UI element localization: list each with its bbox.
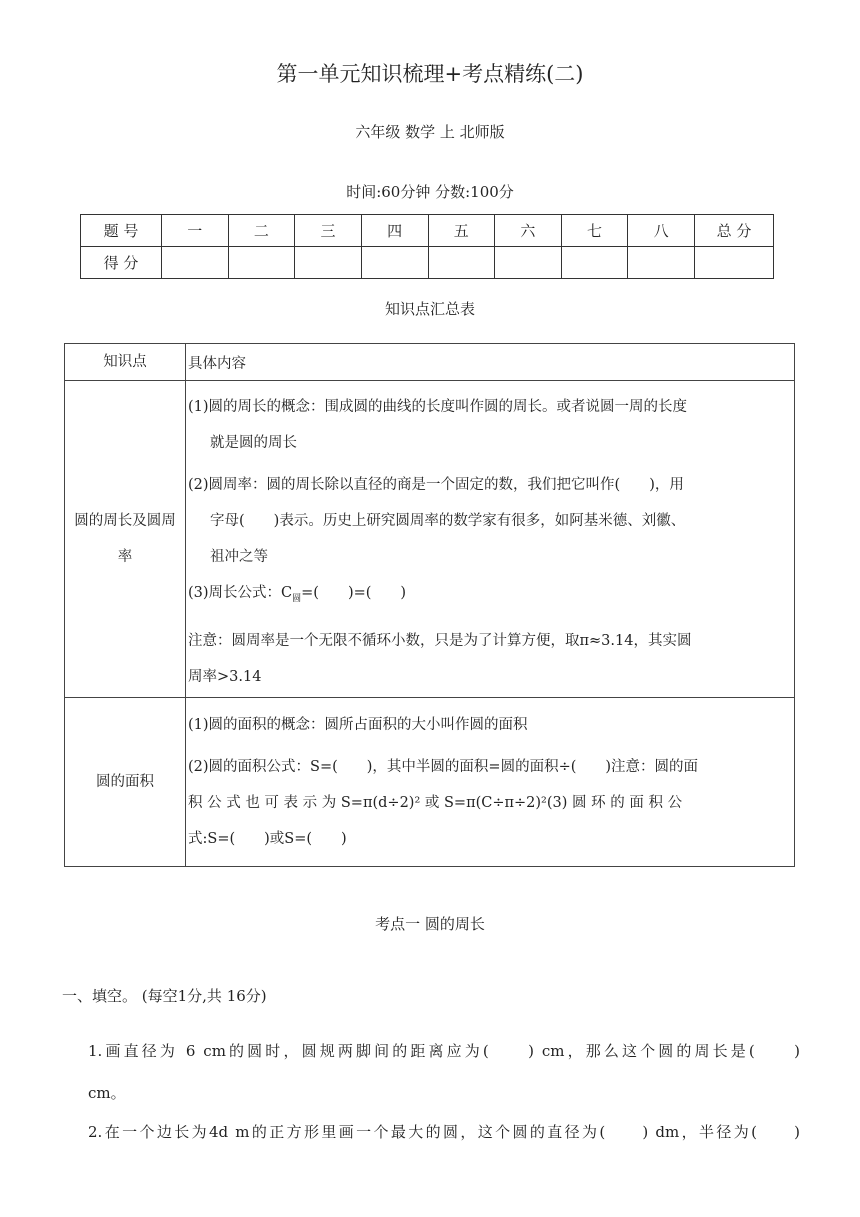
header-knowledge-point: 知识点 [65, 344, 186, 381]
part-title: 一、填空。 (每空1分,共 16分) [62, 987, 267, 1005]
question-1-line1: 1.画直径为 6 cm的圆时，圆规两脚间的距离应为( ) cm，那么这个圆的周长是( ) [88, 1042, 800, 1060]
score-cell[interactable] [628, 247, 695, 279]
summary-table-title: 知识点汇总表 [384, 300, 475, 318]
knowledge-row-area [65, 698, 795, 867]
knowledge-table-header [65, 344, 795, 381]
score-col-total: 总 分 [695, 215, 774, 247]
score-cell[interactable] [561, 247, 628, 279]
score-col-3: 三 [295, 215, 362, 247]
page-subtitle: 六年级 数学 上 北师版 [355, 123, 505, 141]
content-area [186, 698, 795, 867]
knowledge-table [64, 343, 795, 867]
area-concept: (1)圆的面积的概念：圆所占面积的大小叫作圆的面积 [188, 717, 528, 733]
pi-definition-line3: 祖冲之等 [210, 549, 268, 566]
question-1-line2: cm。 [88, 1084, 126, 1102]
score-col-2: 二 [228, 215, 295, 247]
score-col-4: 四 [361, 215, 428, 247]
area-formula-line2: 积 公 式 也 可 表 示 为 S=π(d÷2)² 或 S=π(C÷π÷2)²(3) 圆 环 的 面 积 公 [188, 795, 683, 811]
score-cell[interactable] [495, 247, 562, 279]
score-cell[interactable] [295, 247, 362, 279]
area-formula-line1: (2)圆的面积公式：S=( )，其中半圆的面积=圆的面积÷( )注意：圆的面 [188, 759, 699, 775]
score-table-score-row [81, 247, 774, 279]
score-cell[interactable] [162, 247, 229, 279]
page-title: 第一单元知识梳理+考点精练(二) [276, 62, 584, 86]
pi-definition-line1: (2)圆周率：圆的周长除以直径的商是一个固定的数，我们把它叫作( )，用 [188, 477, 684, 494]
pi-note-line2: 周率>3.14 [188, 668, 262, 685]
pi-note-line1: 注意：圆周率是一个无限不循环小数，只是为了计算方便，取π≈3.14，其实圆 [188, 632, 692, 649]
circumference-formula: (3)周长公式：$C_圆=$( )=( ) [188, 585, 407, 604]
score-col-6: 六 [495, 215, 562, 247]
pi-definition-line2: 字母( )表示。历史上研究圆周率的数学家有很多，如阿基米德、刘徽、 [210, 513, 686, 530]
section-title: 考点一 圆的周长 [375, 915, 485, 933]
time-score-line: 时间:60分钟 分数:100分 [346, 183, 514, 201]
topic-circumference: 圆的周长及圆周率 [65, 381, 186, 698]
content-circumference [186, 381, 795, 698]
knowledge-row-circumference [65, 381, 795, 698]
score-cell[interactable] [428, 247, 495, 279]
score-cell[interactable] [228, 247, 295, 279]
score-col-8: 八 [628, 215, 695, 247]
score-row1-header: 题 号 [81, 215, 162, 247]
score-row2-header: 得 分 [81, 247, 162, 279]
score-col-5: 五 [428, 215, 495, 247]
header-content: 具体内容 [186, 344, 795, 381]
score-cell[interactable] [361, 247, 428, 279]
score-col-7: 七 [561, 215, 628, 247]
circumference-concept-line2: 就是圆的周长 [210, 435, 297, 452]
score-cell[interactable] [695, 247, 774, 279]
area-formula-line3: 式:S=( )或S=( ) [188, 831, 347, 847]
circumference-concept-line1: (1)圆的周长的概念：围成圆的曲线的长度叫作圆的周长。或者说圆一周的长度 [188, 399, 688, 416]
score-table [80, 214, 774, 279]
score-col-1: 一 [162, 215, 229, 247]
topic-area: 圆的面积 [65, 698, 186, 867]
score-table-header-row [81, 215, 774, 247]
question-2-line1: 2.在一个边长为4d m的正方形里画一个最大的圆，这个圆的直径为( ) dm，半径为( ) [88, 1123, 800, 1141]
